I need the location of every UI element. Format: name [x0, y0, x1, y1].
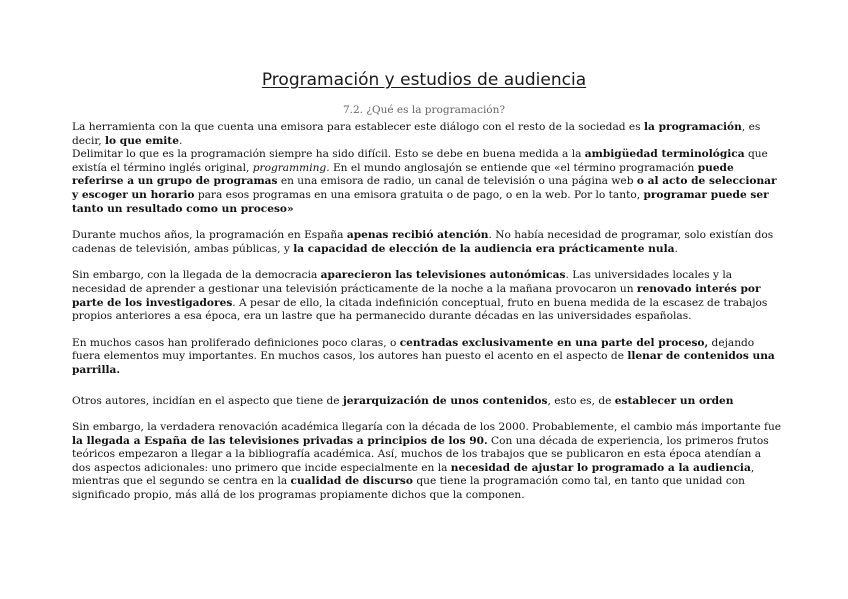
document-body [72, 121, 782, 503]
text-run: . [178, 134, 183, 147]
text-run: . No había necesidad de programar, solo existían dos cadenas de televisión, ambas públicas, y [72, 229, 774, 255]
bold-text-run: la programación [644, 121, 742, 133]
paragraph-renewal [72, 421, 782, 503]
text-run: . [674, 242, 678, 255]
bold-text-run: puede referirse a un grupo de programas [72, 161, 734, 188]
text-run: Delimitar lo que es la programación siempre ha sido difícil. Esto se debe en buena medida a la [72, 148, 585, 161]
text-run: Sin embargo, la verdadera renovación académica llegaría con la década de los 2000. Probablemente, el cambio más importante fue [72, 421, 782, 434]
bold-text-run: o al acto de seleccionar y escoger un horario [72, 175, 777, 201]
paragraph-history [72, 229, 782, 256]
bold-text-run: apenas recibió atención [346, 229, 489, 242]
text-run: , es decir, [72, 121, 761, 147]
text-run: La herramienta con la que cuenta una emisora para establecer este diálogo con el resto de la sociedad es [72, 121, 645, 133]
paragraph-democracy [72, 269, 782, 323]
paragraph-intro [72, 121, 782, 216]
text-run: para esos programas en una emisora gratuita o de pago, o en la web. Por lo tanto, [194, 188, 644, 201]
text-run: Con una década de experiencia, los primeros frutos teóricos empezaron a llegar a la bibliografía académica. Así, muchos de los trabajos que se publicaron en esta época atendían a dos aspectos adicionales: uno primero que incide especialmente en la [72, 434, 769, 474]
bold-text-run: centradas exclusivamente en una parte del proceso, [399, 336, 709, 349]
bold-text-run: renovado interés por parte de los investigadores [72, 282, 761, 309]
bold-text-run: lo que emite [105, 134, 179, 147]
bold-text-run: ambigüedad terminológica [584, 148, 745, 161]
text-run: que tiene la programación como tal, en tanto que unidad con significado propio, más allá de los programas propiamente dichos que la componen. [72, 475, 745, 502]
text-run: En muchos casos han proliferado definiciones poco claras, o [72, 336, 400, 349]
bold-text-run: aparecieron las televisiones autonómicas [320, 269, 566, 282]
page-title: Programación y estudios de audiencia [261, 70, 587, 90]
text-run: Durante muchos años, la programación en España [72, 229, 347, 242]
bold-text-run: necesidad de ajustar lo programado a la audiencia [450, 461, 751, 474]
bold-text-run: llenar de contenidos una parrilla. [72, 350, 775, 376]
bold-text-run: cualidad de discurso [290, 475, 413, 488]
section-subtitle: 7.2. ¿Qué es la programación? [342, 104, 506, 116]
text-run: que existía el término inglés original, [72, 148, 768, 174]
bold-text-run: programar puede ser tanto un resultado como un proceso» [72, 188, 769, 215]
bold-text-run: establecer un orden [614, 394, 734, 407]
text-run: Otros autores, incidían en el aspecto que tiene de [72, 394, 343, 407]
text-run: Sin embargo, con la llegada de la democracia [72, 269, 321, 282]
paragraph-hierarchy [72, 395, 782, 409]
text-run: , esto es, de [547, 394, 615, 407]
text-run: . A pesar de ello, la citada indefinición conceptual, fruto en buena medida de la escasez de trabajos propios anteriores a esa época, era un lastre que ha permanecido durante décadas en las universidades españolas. [72, 296, 768, 323]
bold-text-run: la capacidad de elección de la audiencia era prácticamente nula [293, 242, 675, 255]
text-run: , mientras que el segundo se centra en la [72, 461, 755, 488]
text-run: dejando fuera elementos muy importantes. En muchos casos, los autores han puesto el acento en el aspecto de [72, 336, 755, 363]
text-run: En el mundo anglosajón se entiende que «el término programación [329, 161, 698, 174]
bold-text-run: la llegada a España de las televisiones privadas a principios de los 90. [72, 434, 488, 447]
paragraph-definitions [72, 337, 782, 378]
text-run: . Las universidades locales y la necesidad de aprender a gestionar una televisión prácticamente de la noche a la mañana provocaron un [72, 269, 733, 295]
bold-text-run: jerarquización de unos contenidos [342, 394, 548, 407]
text-run: en una emisora de radio, un canal de televisión o una página web [277, 175, 637, 188]
italic-text-run: programming. [252, 161, 330, 174]
